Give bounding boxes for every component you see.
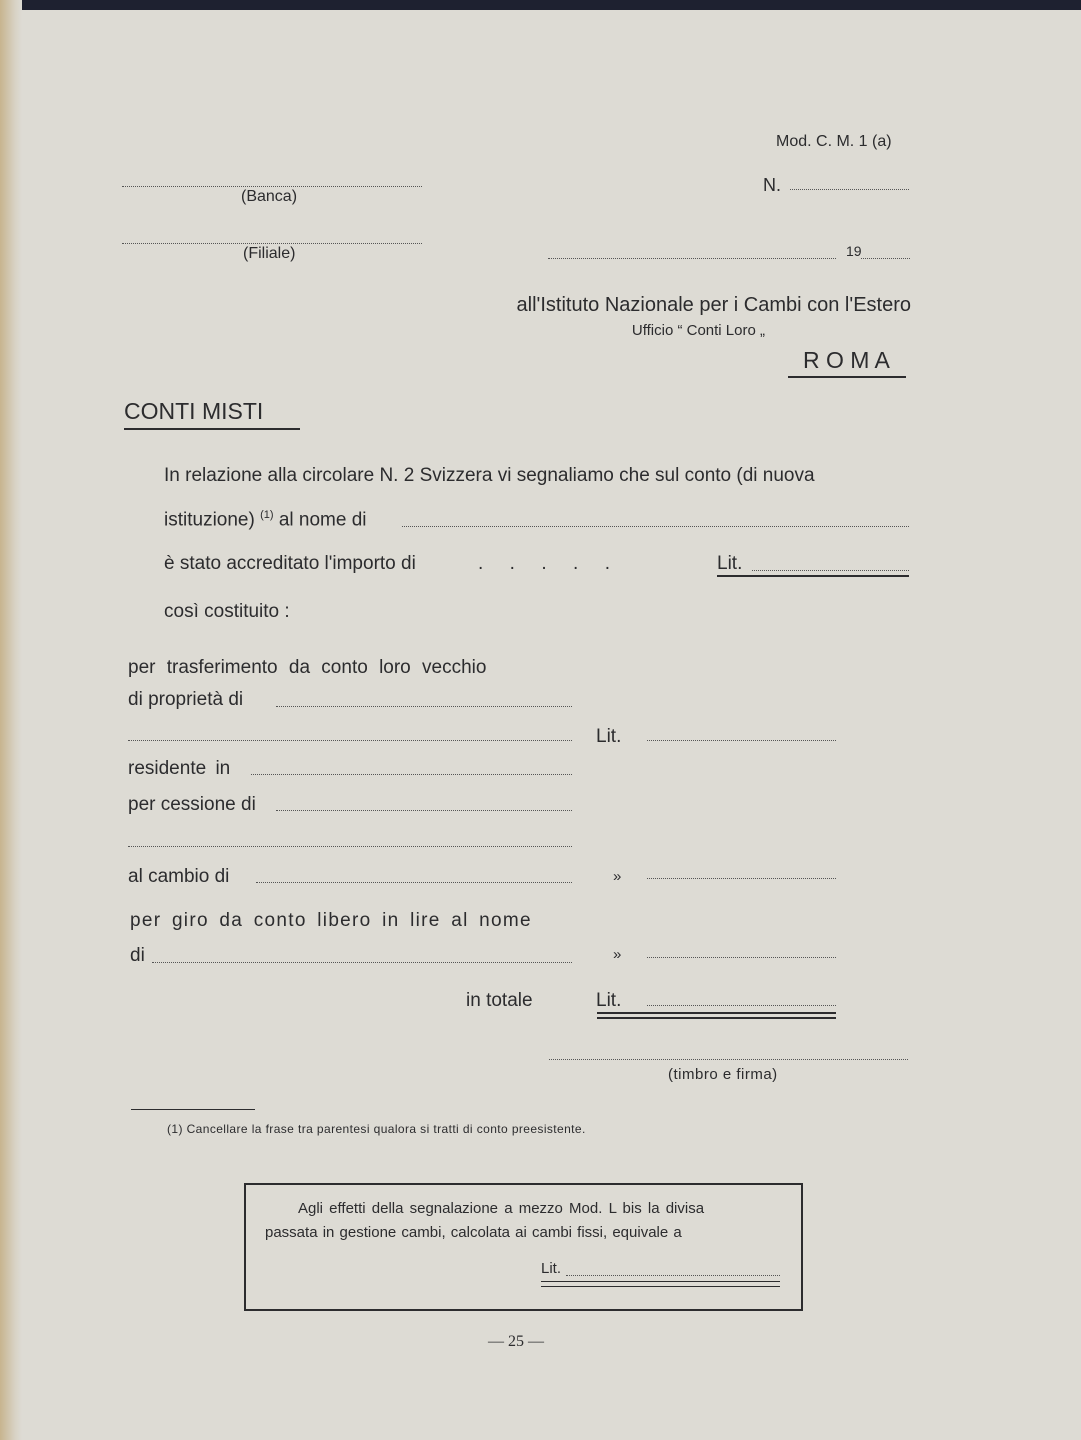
page-number: — 25 — xyxy=(488,1333,544,1350)
total-amount-field[interactable] xyxy=(647,1005,836,1006)
signature-label: (timbro e firma) xyxy=(668,1066,778,1083)
box-amount-field[interactable] xyxy=(566,1275,780,1276)
form-model-code: Mod. C. M. 1 (a) xyxy=(776,133,892,150)
owner-field-continued[interactable] xyxy=(128,740,572,741)
account-name-field[interactable] xyxy=(402,526,909,527)
total-lit-label: Lit. xyxy=(596,990,622,1011)
addressee-city: R O M A xyxy=(803,347,890,373)
banca-field[interactable] xyxy=(122,186,422,187)
addressee-institute: all'Istituto Nazionale per i Cambi con l'Estero xyxy=(516,294,911,316)
exchange-rate-field[interactable] xyxy=(256,882,572,883)
item-transfer-free-account: per giro da conto libero in lire al nome xyxy=(130,910,532,931)
box-lit-label: Lit. xyxy=(541,1260,562,1277)
number-label: N. xyxy=(763,175,781,195)
total-double-line-1 xyxy=(597,1012,836,1014)
credited-amount-field[interactable] xyxy=(752,570,909,571)
free-account-amount-field[interactable] xyxy=(647,957,836,958)
filiale-label: (Filiale) xyxy=(243,245,296,262)
body-paragraph-3: è stato accreditato l'importo di xyxy=(164,553,416,574)
ditto-mark-1: » xyxy=(613,868,622,885)
ditto-mark-2: » xyxy=(613,946,622,963)
title-underline xyxy=(124,428,300,430)
city-underline xyxy=(788,376,906,378)
signature-field[interactable] xyxy=(549,1059,908,1060)
al-nome-di-text: al nome di xyxy=(278,509,367,531)
body-paragraph-2 xyxy=(164,510,367,529)
page-binding-shadow xyxy=(0,0,22,1440)
year-field[interactable] xyxy=(861,258,910,259)
item-cession: per cessione di xyxy=(128,794,256,815)
item-transfer-line2: di proprietà di xyxy=(128,689,244,710)
item-exchange-rate: al cambio di xyxy=(128,866,230,887)
credited-amount-lit-label: Lit. xyxy=(717,553,743,574)
body-paragraph-1: In relazione alla circolare N. 2 Svizzera vi segnaliamo che sul conto (di nuova xyxy=(164,465,815,486)
box-double-line-2 xyxy=(541,1286,780,1287)
addressee-office: Ufficio “ Conti Loro „ xyxy=(631,322,765,339)
banca-label: (Banca) xyxy=(241,188,298,205)
residence-field[interactable] xyxy=(251,774,572,775)
item-residence: residente in xyxy=(128,758,231,779)
free-account-name-field[interactable] xyxy=(152,962,572,963)
year-label: 19 xyxy=(846,243,862,259)
cession-field-continued[interactable] xyxy=(128,846,572,847)
number-field[interactable] xyxy=(790,189,909,190)
credited-amount-underline xyxy=(717,575,909,577)
form-title: CONTI MISTI xyxy=(124,398,264,424)
footnote-ref: (1) xyxy=(260,509,274,521)
owner-field[interactable] xyxy=(276,706,572,707)
box-text-line2: passata in gestione cambi, calcolata ai cambi fissi, equivale a xyxy=(265,1224,682,1241)
total-double-line-2 xyxy=(597,1017,836,1019)
transfer-lit-label: Lit. xyxy=(596,726,622,747)
footnote-text: (1) Cancellare la frase tra parentesi qualora si tratti di conto preesistente. xyxy=(167,1122,586,1136)
leader-dots: . . . . . xyxy=(478,553,610,574)
filiale-field[interactable] xyxy=(122,243,422,244)
transfer-amount-field[interactable] xyxy=(647,740,836,741)
box-double-line-1 xyxy=(541,1281,780,1282)
total-label: in totale xyxy=(466,990,533,1011)
cession-field[interactable] xyxy=(276,810,572,811)
place-date-field[interactable] xyxy=(548,258,836,259)
istituzione-text: istituzione) xyxy=(164,509,255,531)
box-text-line1: Agli effetti della segnalazione a mezzo Mod. L bis la divisa xyxy=(298,1200,705,1217)
item-transfer-free-account-di: di xyxy=(130,945,145,966)
exchange-amount-field[interactable] xyxy=(647,878,836,879)
footnote-rule xyxy=(131,1109,255,1110)
body-paragraph-4: così costituito : xyxy=(164,601,290,622)
top-edge xyxy=(0,0,1081,10)
item-transfer-line1: per trasferimento da conto loro vecchio xyxy=(128,657,487,678)
